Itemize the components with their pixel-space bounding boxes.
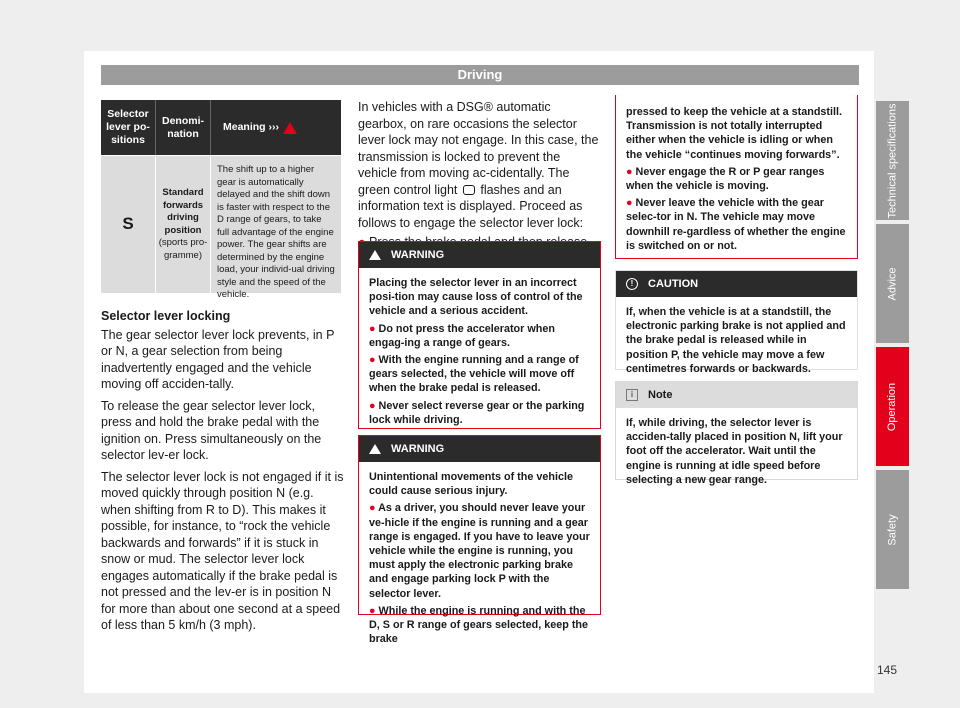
warning-title: WARNING <box>391 249 445 261</box>
intro-text-b: flashes and an information text is displayed. Proceed as follows to engage the selector lever lock: <box>358 182 584 230</box>
list-item-text: As a driver, you should never leave your ve-hicle if the engine is running and a gear range is engaged. If you have to leave your vehicle while the engine is running, you must apply the electronic parking brake and engage parking lock P with the selector lever. <box>369 502 590 600</box>
section-heading: Selector lever locking <box>101 309 231 323</box>
caution-title: CAUTION <box>648 278 699 290</box>
list-item-text: Never engage the R or P gear ranges when the vehicle is moving. <box>626 165 825 193</box>
bullet-icon: ● <box>626 197 636 210</box>
tab-label: Technical specifications <box>886 103 899 218</box>
warning-icon <box>369 444 381 454</box>
warning-lead: Placing the selector lever in an incorrect posi-tion may cause loss of control of the vehicle and a serious accident. <box>369 277 583 318</box>
selector-table <box>101 100 341 300</box>
list-item <box>626 196 849 253</box>
tab-operation[interactable] <box>876 347 909 466</box>
info-icon: i <box>626 389 638 401</box>
control-light-icon <box>463 185 475 195</box>
header-positions: Selector lever po-sitions <box>101 100 156 155</box>
list-item <box>369 604 592 647</box>
warning-triangle-icon <box>283 122 297 134</box>
paragraph: The selector lever lock is not engaged if it is moved quickly through position N (e.g. when shifting from R to D). This makes it possible, for instance, to “rock the vehicle backwards and forwards” if it is stuck in snow or mud. The selector lever lock engages automatically if the brake pedal is not pressed and the lev-er is in position N for more than about one second at a speed of less than 5 km/h (3 mph). <box>101 469 344 632</box>
warning-body <box>359 462 600 657</box>
warning-header <box>359 436 600 462</box>
list-item <box>369 353 592 396</box>
warning-icon <box>369 250 381 260</box>
denomination-rest: (sports pro-gramme) <box>158 237 208 261</box>
list-item <box>369 322 592 350</box>
bullet-icon: ● <box>369 502 379 515</box>
tab-safety[interactable] <box>876 470 909 589</box>
header-meaning-label: Meaning ››› <box>223 121 279 133</box>
header-meaning <box>211 100 341 155</box>
note-title: Note <box>648 389 673 401</box>
tab-technical-specifications[interactable] <box>876 101 909 220</box>
note-body: If, while driving, the selector lever is acciden-tally placed in position N, lift your foot off the accelerator. Wait until the engine is running at idle speed before selecting a new gear range. <box>626 417 843 486</box>
caution-icon: ! <box>626 278 638 290</box>
warning-lead: pressed to keep the vehicle at a standstill. Transmission is not totally interrupted either when the vehicle is idling or when the vehicle “continues moving forwards”. <box>626 106 843 161</box>
bullet-icon: ● <box>369 604 379 617</box>
warning-box <box>358 435 601 646</box>
warning-lead: Unintentional movements of the vehicle could cause serious injury. <box>369 471 573 498</box>
tab-advice[interactable] <box>876 224 909 343</box>
intro-text-a: In vehicles with a DSG® automatic gearbox, on rare occasions the selector lever lock may not engage. In this case, the transmission is locked to prevent the vehicle from moving ac-cidentally. The green control light <box>358 100 599 197</box>
warning-body <box>359 268 600 438</box>
list-item <box>369 399 592 427</box>
list-item <box>369 501 592 600</box>
position-cell: S <box>101 156 156 293</box>
denomination-bold: Standard forwards driving position <box>162 187 204 236</box>
tab-label: Operation <box>886 382 899 431</box>
caution-box <box>615 270 858 375</box>
page-number: 145 <box>877 663 898 677</box>
page-header: Driving <box>101 65 859 85</box>
meaning-cell: The shift up to a higher gear is automatically delayed and the shift down is faster with respect to the D range of gears, to take full advantage of the engine power. The gear shifts are determined by the engine load, your individ-ual driving style and the speed of the vehicle. <box>217 164 335 300</box>
list-item-text: With the engine running and a range of gears selected, the vehicle will move off when the brake pedal is released. <box>369 354 579 395</box>
table-row <box>101 155 341 300</box>
bullet-icon: ● <box>369 399 379 412</box>
column-one <box>101 308 346 639</box>
side-tabs <box>876 101 909 593</box>
paragraph <box>358 99 601 231</box>
caution-header <box>616 271 857 297</box>
note-header <box>616 382 857 408</box>
column-two <box>358 99 601 254</box>
list-item-text: Never leave the vehicle with the gear selec-tor in N. The vehicle may move downhill re-gardless of whether the engine is switched on or not. <box>626 197 846 252</box>
warning-box-continued <box>615 95 858 259</box>
warning-header <box>359 242 600 268</box>
bullet-icon: ● <box>369 322 379 335</box>
note-box <box>615 381 858 486</box>
header-denomination: Denomi-nation <box>156 100 211 155</box>
list-item <box>626 165 849 193</box>
tab-label: Advice <box>886 266 899 301</box>
warning-box <box>358 241 601 429</box>
paragraph: To release the gear selector lever lock, press and hold the brake pedal with the ignition on. Press simultaneously on the selector lev-er lock. <box>101 398 322 462</box>
paragraph: The gear selector lever lock prevents, in P or N, a gear selection from being inadvertently engaged and the vehicle moving off acciden-tally. <box>101 327 335 391</box>
bullet-icon: ● <box>626 165 636 178</box>
caution-body: If, when the vehicle is at a standstill, the electronic parking brake is not applied and the brake pedal is released while in position P, the vehicle may move a few centimetres forwards or backwards. <box>626 306 846 375</box>
bullet-icon: ● <box>369 354 379 367</box>
tab-label: Safety <box>886 513 899 546</box>
warning-title: WARNING <box>391 443 445 455</box>
list-item-text: Never select reverse gear or the parking lock while driving. <box>369 399 585 426</box>
list-item-text: Do not press the accelerator when engag-ing a range of gears. <box>369 322 555 349</box>
warning-body <box>616 95 857 264</box>
list-item-text: While the engine is running and with the D, S or R range of gears selected, keep the brake <box>369 604 589 646</box>
denomination-cell <box>156 156 211 293</box>
table-header <box>101 100 341 155</box>
